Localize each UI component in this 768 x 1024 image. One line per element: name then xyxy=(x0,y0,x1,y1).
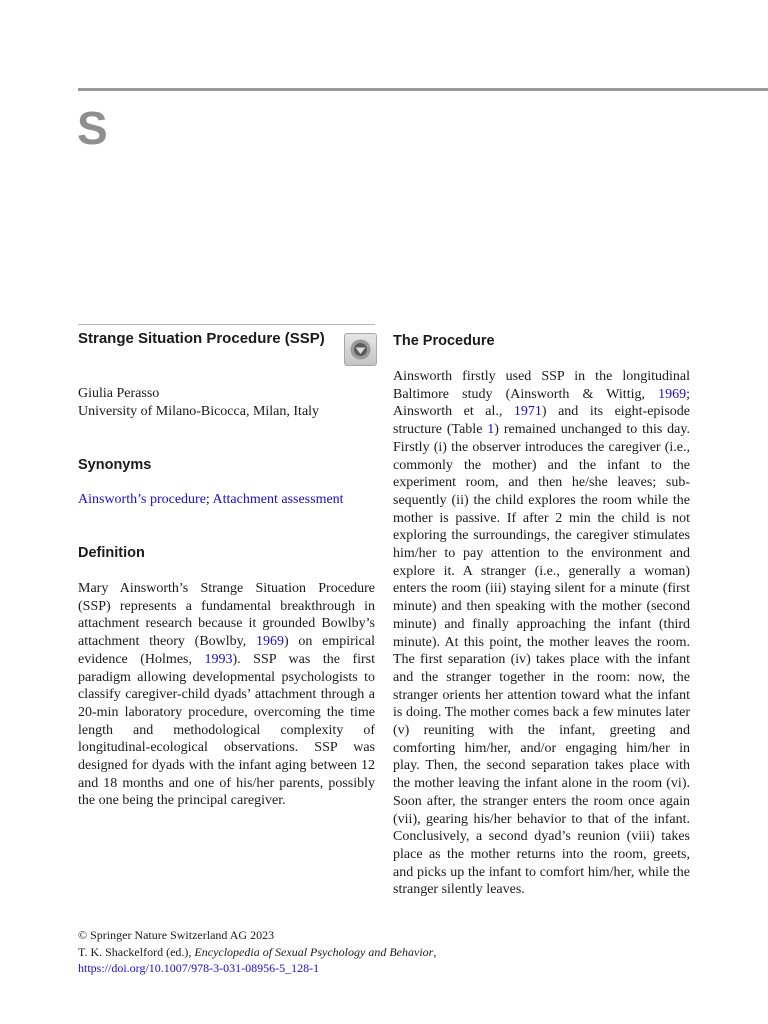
text-run: Mary Ainsworth’s Strange Situation Procedure (SSP) represents a fundamental breakthrough in attachment research because it grounded Bowlby’s attachment theory (Bowlby, xyxy=(78,581,375,650)
synonym-link-ainsworths-procedure[interactable]: Ainsworth’s procedure xyxy=(78,492,206,507)
definition-paragraph xyxy=(78,580,375,810)
definition-heading: Definition xyxy=(78,545,145,561)
synonym-link-attachment-assessment[interactable]: Attachment assessment xyxy=(212,492,344,507)
text-run: ) on empirical evidence (Holmes, xyxy=(78,634,375,667)
section-letter: S xyxy=(77,102,108,154)
check-for-updates-icon[interactable] xyxy=(344,333,377,366)
author-name: Giulia Perasso xyxy=(78,386,160,401)
text-run: ; Ainsworth et al., xyxy=(393,386,690,420)
text-run: ) remained unchanged to this day. Firstly (i) the observer introduces the caregiver (i.e., commonly the mother) and the infant to the experiment room, and then he/she leaves; subsequently (ii) the child explores the room while the mother is passive. If after 2 min the child is not exploring the surroundings, the caregiver stimulates him/her to pay attention to the environment and explore it. A stranger (i.e., generally a woman) enters the room (iii) staying silent for a minute (first minute) and then speaking with the mother (second minute) and finally approaching the infant (third minute). At this point, the mother leaves the room. The first separation (iv) takes place with the infant and the stranger together in the room: now, the stranger orients her attention toward what the infant is doing. The mother comes back a few minutes later (v) reuniting with the infant, greeting and comforting him/her, and/or engaging him/her in play. Then, the second separation takes place with the mother leaving the infant alone in the room (vi). Soon after, the stranger enters the room once again (vii), gearing his/her behavior to that of the infant. Conclusively, a second dyad’s reunion (viii) takes place as the mother returns into the room, greets, and picks up the infant to comfort him/her, while the stranger silently leaves. xyxy=(393,422,690,898)
synonym-separator: ; xyxy=(205,492,213,507)
footer xyxy=(78,927,436,977)
synonyms-heading: Synonyms xyxy=(78,457,152,473)
text-run: Ainsworth firstly used SSP in the longitudinal Baltimore study (Ainsworth & Wittig, xyxy=(393,369,690,402)
procedure-heading: The Procedure xyxy=(393,333,495,349)
entry-title: Strange Situation Procedure (SSP) xyxy=(78,330,325,347)
doi-link[interactable]: https://doi.org/10.1007/978-3-031-08956-5_128-1 xyxy=(78,961,320,975)
author-affiliation: University of Milano-Bicocca, Milan, Italy xyxy=(78,404,320,419)
citation-link-bowlby-1969[interactable]: 1969 xyxy=(255,634,284,650)
procedure-paragraph xyxy=(393,368,690,899)
table-link-1[interactable]: 1 xyxy=(487,422,495,438)
top-rule xyxy=(78,88,768,91)
entry-rule xyxy=(78,324,375,325)
citation-link-ainsworth-wittig-1969[interactable]: 1969 xyxy=(658,386,687,402)
synonyms-list xyxy=(78,491,344,509)
text-run: ) and its eight-episode structure (Table xyxy=(393,404,690,438)
text-run: ). SSP was the first paradigm allowing developmental psychologists to classify caregiver-child dyads’ attachment through a 20-min laboratory procedure, overcoming the time length and methodological complexity of longitudinal-ecological observations. SSP was designed for dyads with the infant aging between 12 and 18 months and one of his/her parents, possibly the one being the principal caregiver. xyxy=(78,651,375,809)
citation-link-holmes-1993[interactable]: 1993 xyxy=(204,651,233,667)
citation-prefix: T. K. Shackelford (ed.), xyxy=(78,944,195,959)
citation-link-ainsworth-1971[interactable]: 1971 xyxy=(513,404,542,420)
citation-suffix: , xyxy=(433,944,437,959)
copyright-line: © Springer Nature Switzerland AG 2023 xyxy=(78,928,275,942)
citation-line xyxy=(78,944,436,961)
citation-title: Encyclopedia of Sexual Psychology and Behavior xyxy=(194,944,434,959)
